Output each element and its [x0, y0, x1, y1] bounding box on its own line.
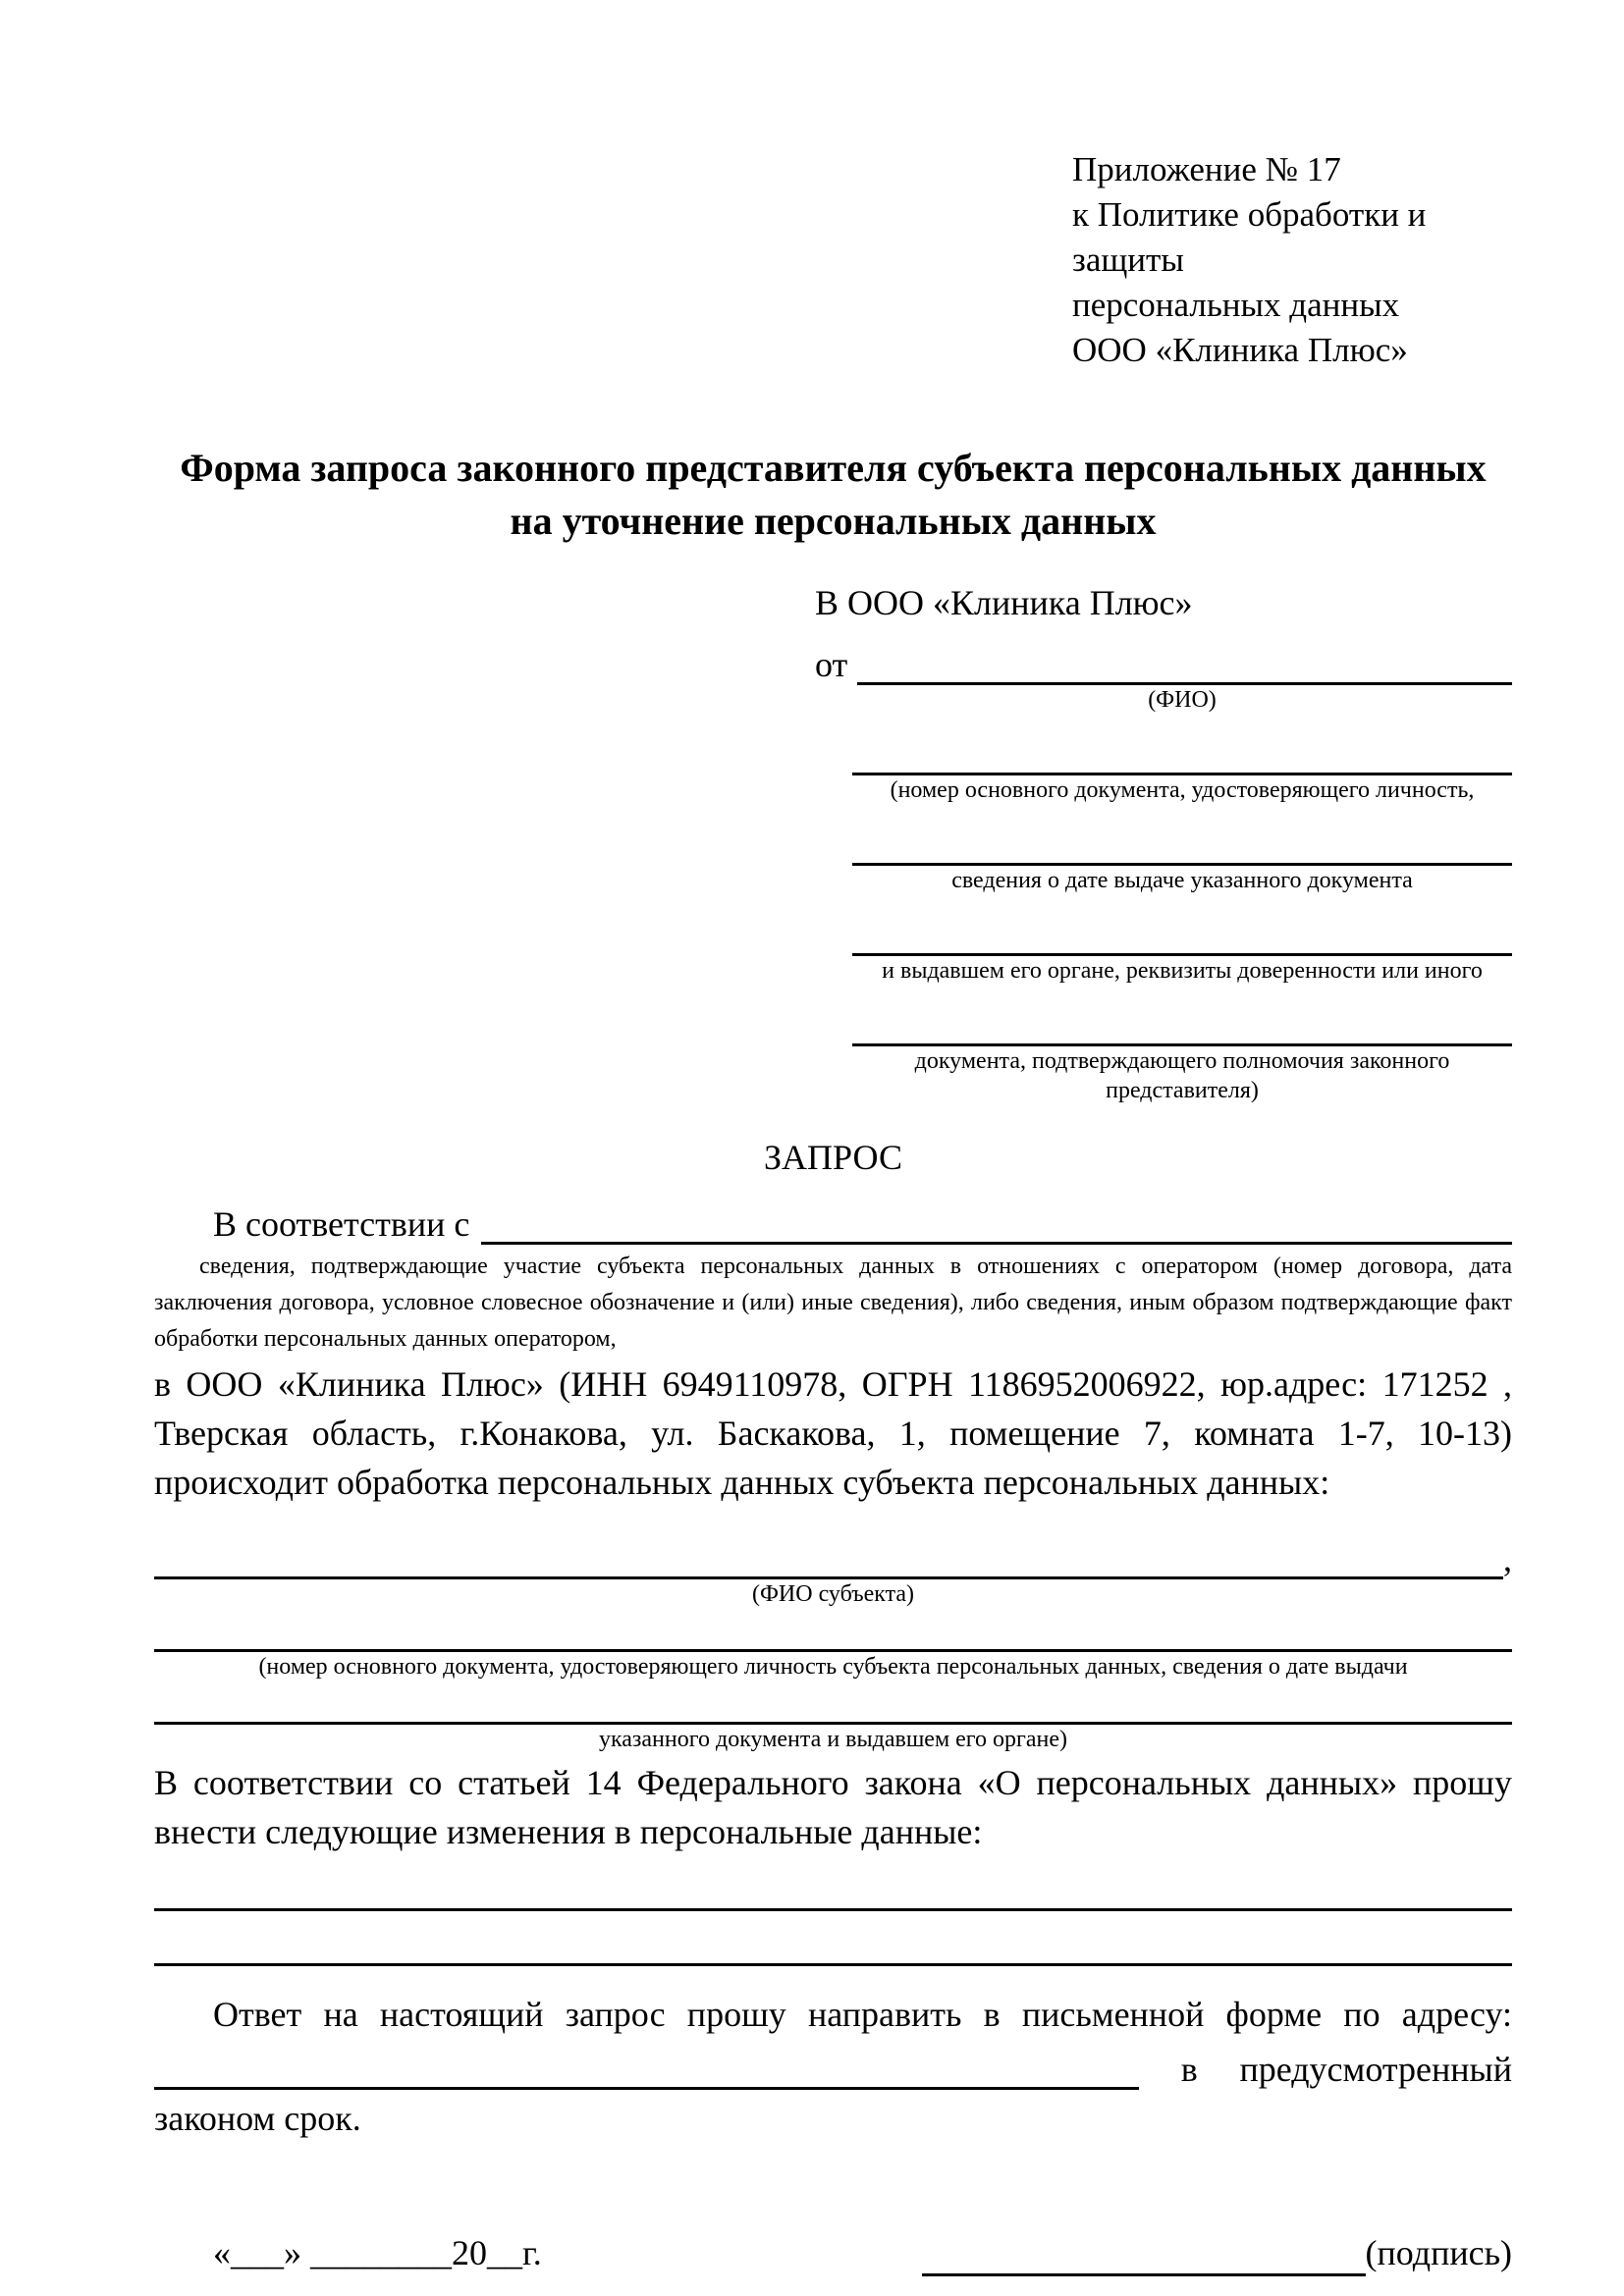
representative-document-line-1 — [852, 738, 1512, 775]
subject-document-caption-2: указанного документа и выдавшем его органе) — [598, 1727, 1068, 1752]
changes-input-line-2 — [154, 1911, 1512, 1966]
appendix-line: к Политике обработки и защиты — [1072, 195, 1427, 279]
representative-document-line-3 — [852, 919, 1512, 956]
form-title-line-2: на уточнение персональных данных — [510, 499, 1157, 543]
trailing-comma: , — [1503, 1539, 1512, 1578]
accordance-input-line — [481, 1242, 1512, 1245]
reply-address-input-line — [154, 2087, 1139, 2090]
representative-document-caption-3: и выдавшем его органе, реквизиты доверенности или иного — [882, 958, 1483, 984]
from-field — [815, 634, 1512, 685]
amendment-request-paragraph: В соответствии со статьей 14 Федерального закона «О персональных данных» прошу внести следующие изменения в персональные данные: — [154, 1763, 1512, 1851]
representative-document-caption-2: сведения о дате выдаче указанного документа — [951, 868, 1413, 893]
date-signature-row — [154, 2229, 1512, 2276]
fio-caption: (ФИО) — [1148, 687, 1217, 713]
reply-end-text: законом срок. — [154, 2099, 361, 2138]
representative-document-caption-1: (номер основного документа, удостоверяющего личность, — [890, 777, 1475, 803]
reply-address-paragraph: Ответ на настоящий запрос прошу направить в письменной форме по адресу: — [213, 1995, 1512, 2034]
from-label: от — [815, 645, 848, 684]
appendix-line: Приложение № 17 — [1072, 150, 1341, 188]
subject-fio-field — [154, 1534, 1512, 1579]
changes-input-line-1 — [154, 1856, 1512, 1911]
reply-middle-word-2: предусмотренный — [1239, 2050, 1512, 2089]
addressee-block — [815, 579, 1512, 1105]
reply-address-field — [154, 2039, 1512, 2090]
form-title — [154, 442, 1512, 548]
appendix-line: ООО «Клиника Плюс» — [1072, 331, 1408, 369]
form-title-line-1: Форма запроса законного представителя субъекта персональных данных — [180, 446, 1487, 490]
representative-document-line-2 — [852, 828, 1512, 866]
addressee-organization: В ООО «Клиника Плюс» — [815, 583, 1193, 622]
footnote-text: сведения, подтверждающие участие субъекта персональных данных в отношениях с оператором (номер договора, дата заключения договора, условное словесное обозначение и (или) иные сведения), либо сведения, иным образом подтверждающие факт обработки персональных данных оператором, — [154, 1254, 1512, 1352]
subject-fio-caption: (ФИО субъекта) — [751, 1581, 915, 1607]
signature-line — [922, 2233, 1366, 2276]
operator-info-paragraph: в ООО «Клиника Плюс» (ИНН 6949110978, ОГРН 1186952006922, юр.адрес: 171252 , Тверская область, г.Конакова, ул. Баскакова, 1, помещение 7, комната 1-7, 10-13) происходит обработка персональных данных субъекта персональных данных: — [154, 1364, 1512, 1502]
subject-document-caption-1: (номер основного документа, удостоверяющего личность субъекта персональных данных, сведения о дате выдачи — [258, 1654, 1408, 1680]
representative-document-line-4 — [852, 1009, 1512, 1046]
date-field: «___» ________20__г. — [213, 2233, 542, 2272]
accordance-label: В соответствии с — [213, 1204, 470, 1244]
appendix-line: персональных данных — [1072, 286, 1400, 324]
accordance-field — [154, 1194, 1512, 1245]
subject-document-line-2 — [154, 1682, 1512, 1725]
representative-document-caption-4: документа, подтверждающего полномочия законного представителя) — [914, 1048, 1450, 1103]
signature-caption: (подпись) — [1365, 2233, 1512, 2272]
appendix-reference — [1072, 147, 1512, 373]
subject-document-line-1 — [154, 1609, 1512, 1652]
signature-field — [922, 2229, 1512, 2276]
reply-middle-word-1: в — [1180, 2050, 1198, 2089]
request-heading: ЗАПРОС — [764, 1138, 902, 1177]
